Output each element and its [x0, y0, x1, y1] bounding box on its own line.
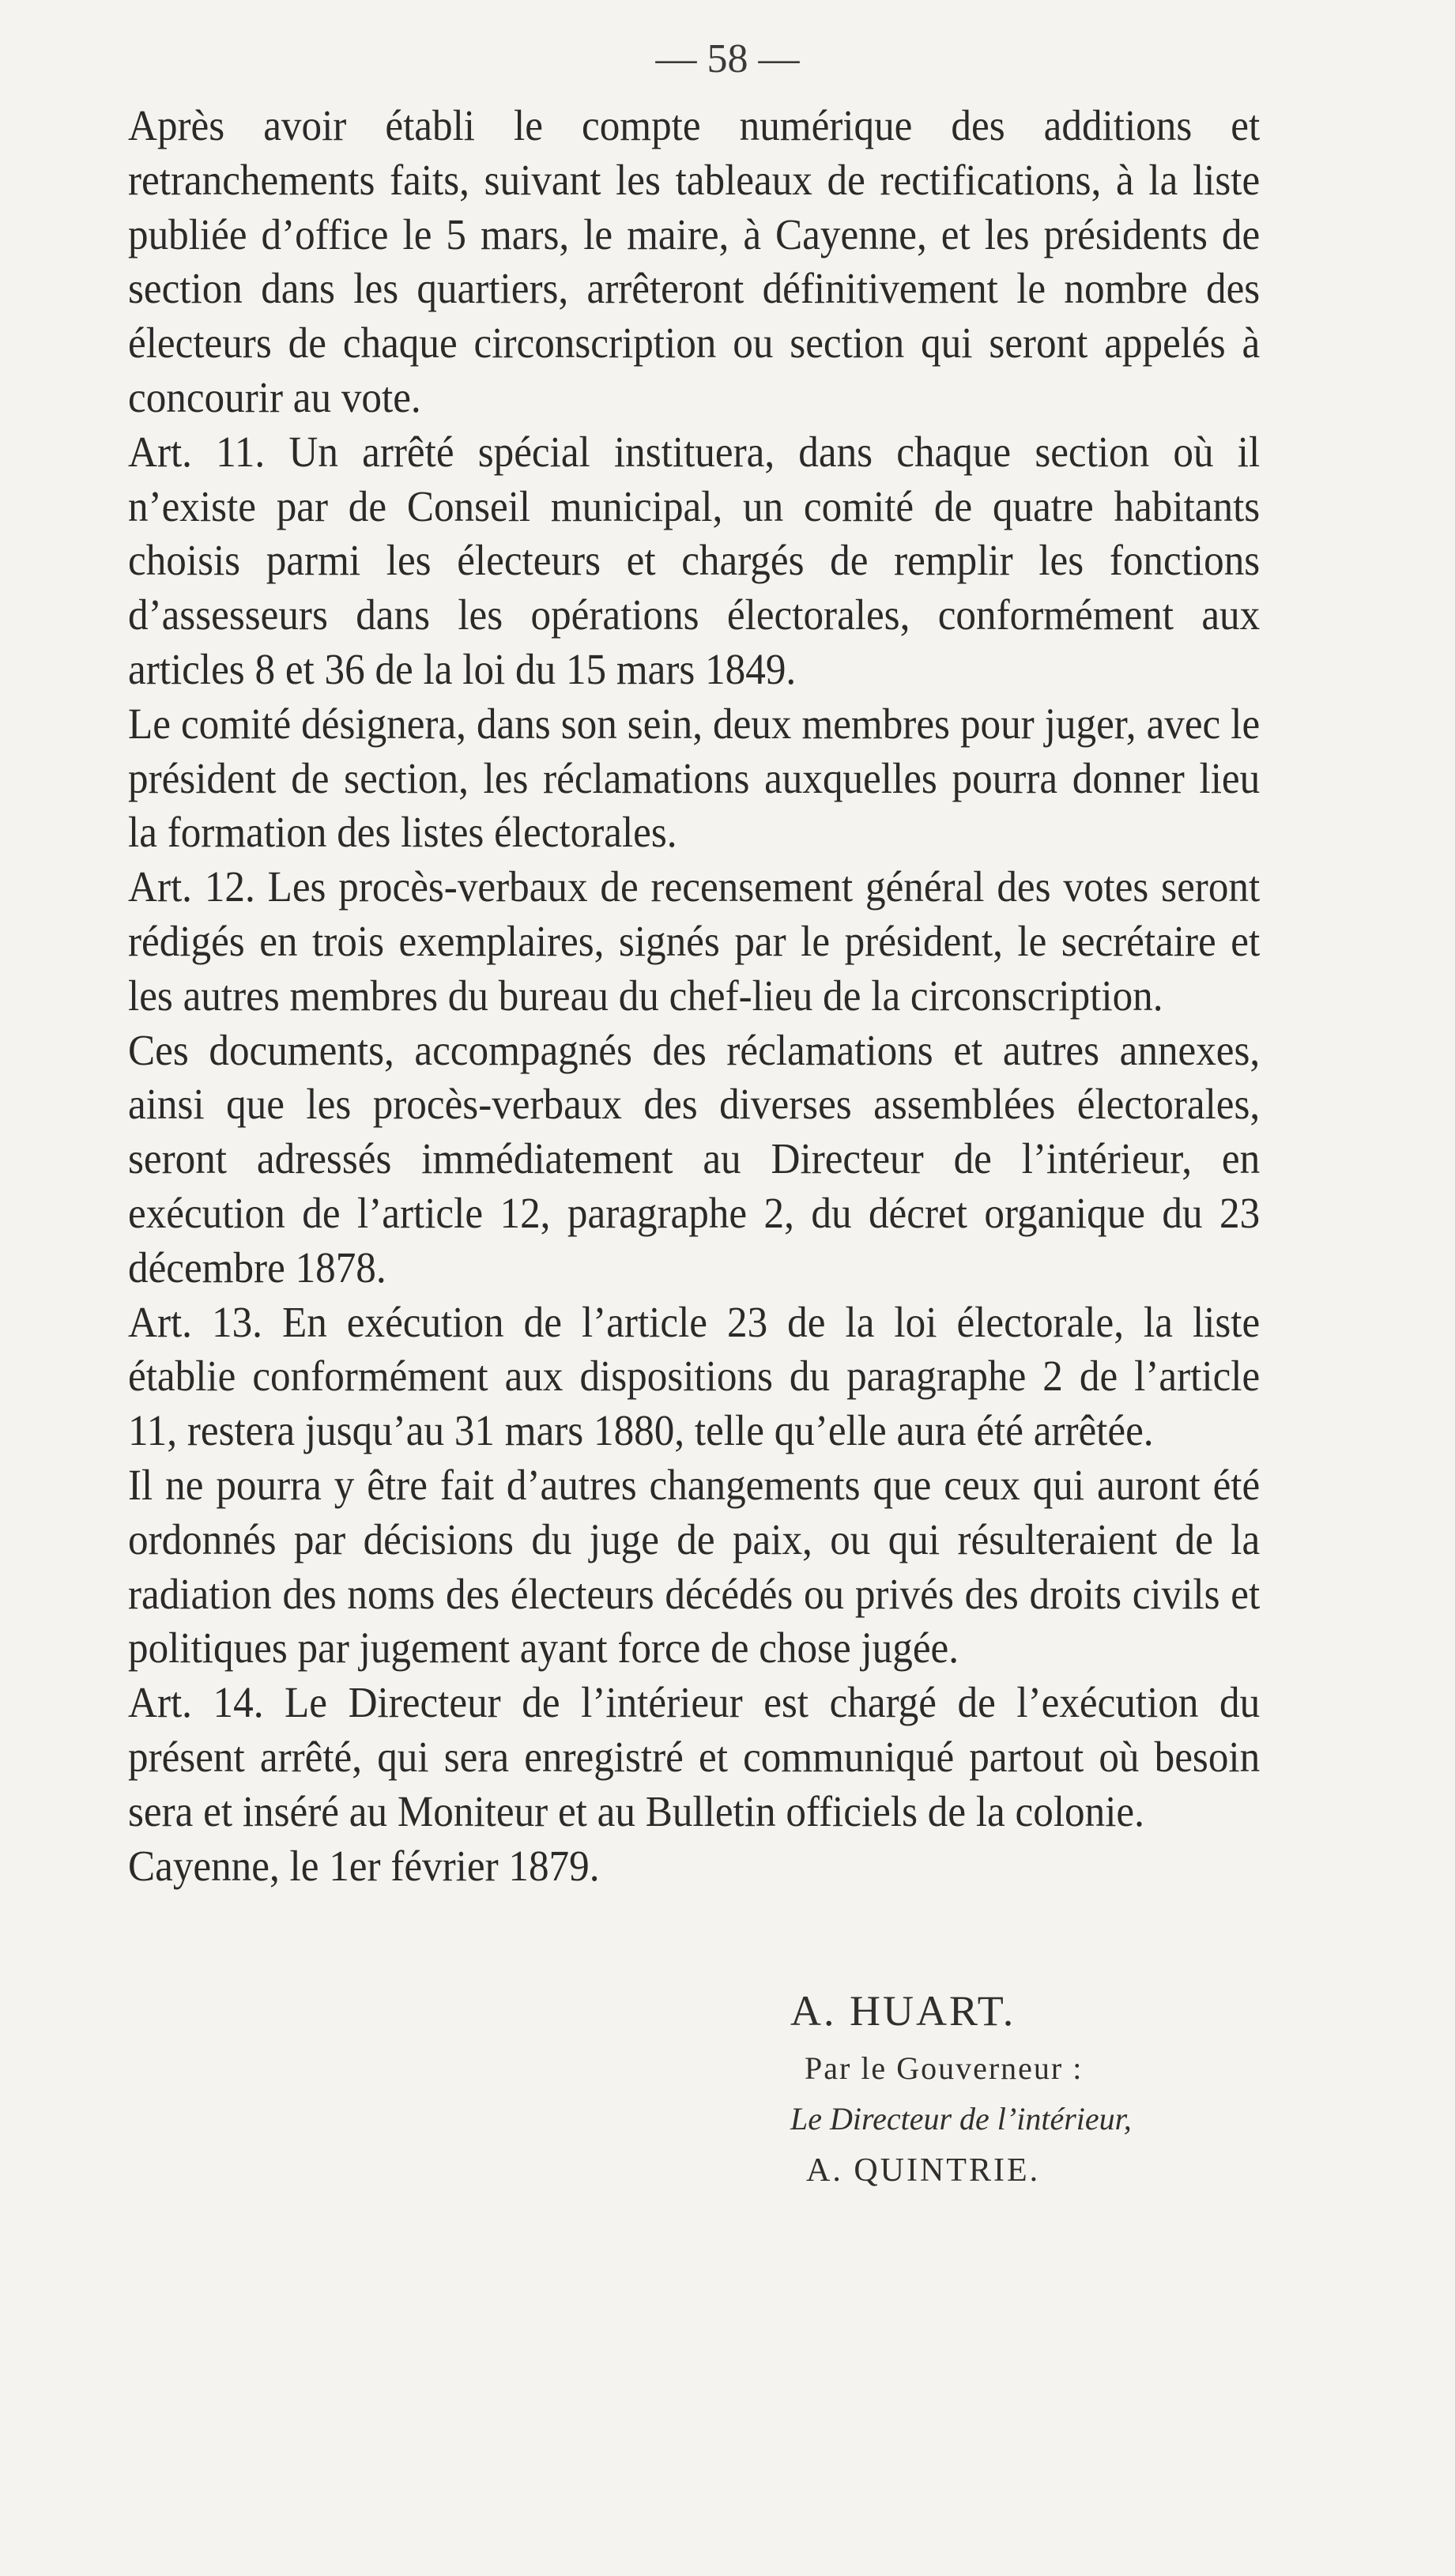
- date-line: Cayenne, le 1er février 1879.: [128, 1841, 600, 1890]
- paragraph-7: Il ne pourra y être fait d’autres changements que ceux qui auront été ordonnés par décisions du juge de paix, ou qui résulteraient de la radiation des noms des électeurs décédés ou privés des droits civils et politiques par jugement ayant force de chose jugée.: [128, 1460, 1261, 1673]
- paragraph-3: Le comité désignera, dans son sein, deux membres pour juger, avec le président de section, les réclamations auxquelles pourra donner lieu la formation des listes électorales.: [128, 699, 1261, 857]
- director-role-line: Le Directeur de l’intérieur,: [790, 2101, 1132, 2137]
- second-signatory-name: A. QUINTRIE.: [806, 2152, 1041, 2189]
- by-governor-line: Par le Gouverneur :: [805, 2050, 1084, 2086]
- paragraph-article-13: Art. 13. En exécution de l’article 23 de la loi électorale, la liste établie conformément aux dispositions du paragraphe 2 de l’article 11, restera jusqu’au 31 mars 1880, telle qu’elle aura été arrêtée.: [128, 1297, 1261, 1455]
- paragraph-article-12: Art. 12. Les procès-verbaux de recensement général des votes seront rédigés en trois exemplaires, signés par le président, le secrétaire et les autres membres du bureau du chef-lieu de la circonscription.: [128, 862, 1261, 1020]
- body-text: [128, 99, 1260, 1893]
- paragraph-5: Ces documents, accompagnés des réclamations et autres annexes, ainsi que les procès-verbaux des diverses assemblées électorales, seront adressés immédiatement au Directeur de l’intérieur, en exécution de l’article 12, paragraphe 2, du décret organique du 23 décembre 1878.: [128, 1025, 1261, 1292]
- paragraph-1: Après avoir établi le compte numérique des additions et retranchements faits, suivant les tableaux de rectifications, à la liste publiée d’office le 5 mars, le maire, à Cayenne, et les présidents de section dans les quartiers, arrêteront définitivement le nombre des électeurs de chaque circonscription ou section qui seront appelés à concourir au vote.: [128, 101, 1261, 421]
- page-number: — 58 —: [655, 36, 800, 81]
- paragraph-article-11: Art. 11. Un arrêté spécial instituera, dans chaque section où il n’existe par de Conseil municipal, un comité de quatre habitants choisis parmi les électeurs et chargés de remplir les fonctions d’assesseurs dans les opérations électorales, conformément aux articles 8 et 36 de la loi du 15 mars 1849.: [128, 427, 1261, 693]
- paragraph-article-14: Art. 14. Le Directeur de l’intérieur est chargé de l’exécution du présent arrêté, qui sera enregistré et communiqué partout où besoin sera et inséré au Moniteur et au Bulletin officiels de la colonie.: [128, 1678, 1261, 1835]
- signatory-name: A. HUART.: [790, 1987, 1016, 2035]
